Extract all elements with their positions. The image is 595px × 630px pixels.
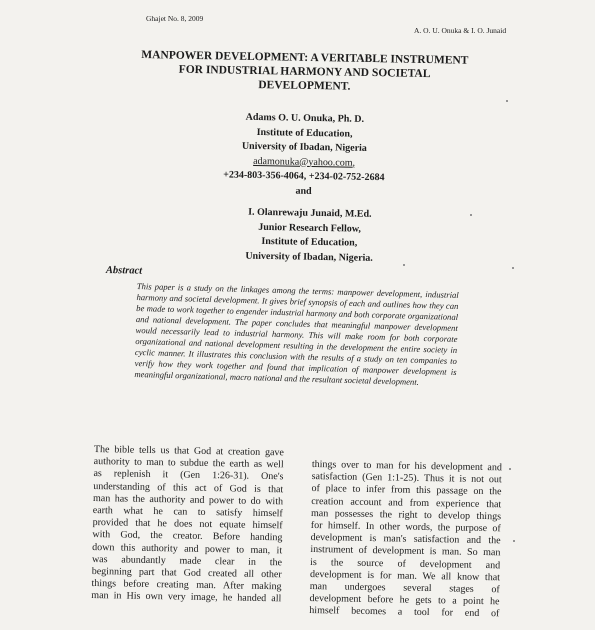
body-text-line: man has the authority and power to do with: [92, 492, 284, 508]
body-text-line: down this authority and power to man, it: [92, 541, 283, 556]
body-text-line: provided that he does not equate himself: [92, 517, 283, 532]
scan-speck: [403, 264, 405, 266]
body-text-line: earth what he can to satisfy himself: [92, 505, 283, 520]
author-phones: +234-803-356-4064, +234-02-752-2684: [223, 169, 385, 184]
body-text-line: with God, the creator. Before handing: [92, 529, 283, 544]
body-text-line: understanding of this act of God is that: [93, 480, 284, 495]
body-text-line: development before he gets to a point he: [309, 593, 500, 608]
body-text-line: The bible tells us that God at creation gave: [93, 444, 284, 459]
body-text-line: man in His own very image, he handed all: [91, 590, 282, 605]
body-text-line: authority to man to subdue the earth as well: [93, 456, 284, 471]
body-text-line: satisfaction (Gen 1:1-25). Thus it is not out: [311, 471, 502, 486]
body-text-line: is the source of development and: [310, 556, 501, 571]
author-institute: Institute of Education,: [261, 235, 358, 249]
body-text-line: as replenish it (Gen 1:26-31). One's: [93, 468, 284, 483]
author-university: University of Ibadan, Nigeria.: [245, 250, 373, 264]
running-header-authors: A. O. U. Onuka & I. O. Junaid: [414, 26, 507, 35]
author-conjunction: and: [295, 185, 312, 197]
author-block-1: [198, 110, 409, 201]
scan-speck: [506, 100, 508, 102]
body-text-line: man undergoes several stages of: [309, 581, 500, 596]
scan-speck: [509, 468, 511, 470]
body-text-line: things over to man for his development and: [311, 459, 502, 474]
body-column-right: [309, 459, 502, 621]
author-role: Junior Research Fellow,: [258, 221, 362, 235]
body-text-line: development is for man. We all know that: [309, 568, 501, 584]
body-text-line: man possesses the right to develop things: [310, 507, 502, 523]
body-text-line: for himself. In other words, the purpose of: [310, 520, 501, 535]
body-column-left: [91, 444, 284, 606]
scan-speck: [513, 540, 515, 542]
body-text-line: things before creating man. After making: [91, 578, 282, 593]
body-text-line: of place to infer from this passage on the: [311, 483, 502, 498]
author-block-2: [209, 205, 410, 266]
body-text-line: beginning part that God created all other: [91, 566, 282, 581]
paper-title: MANPOWER DEVELOPMENT: A VERITABLE INSTRUMENT FOR INDUSTRIAL HARMONY AND SOCIETAL DEVELOPMENT.: [141, 49, 469, 93]
abstract-text: This paper is a study on the linkages among the terms: manpower development, industrial harmony and societal development. It gives brief synopsis of each and outlines how they can be made to work together to engender industrial harmony and both corporate organizational and national development. The paper concludes that meaningful manpower development would necessarily lead to industrial harmony. This will make room for both corporate organizational and national development resulting in the development the entire society in cyclic manner. It illustrates this conclusion with the results of a study on ten companies to verify how they work together and found that implication of manpower development is meaningful organizational, macro national and the resultant societal development.: [134, 281, 459, 387]
scan-speck: [470, 214, 472, 216]
author-name: I. Olanrewaju Junaid, M.Ed.: [248, 206, 372, 220]
body-text-line: himself becomes a tool for end of: [309, 605, 500, 620]
scan-speck: [512, 267, 514, 269]
author-institute: Institute of Education,: [256, 126, 353, 140]
body-text-line: instrument of development is man. So man: [310, 544, 501, 559]
author-email-link[interactable]: adamonuka@yahoo.com,: [253, 155, 356, 169]
author-university: University of Ibadan, Nigeria: [241, 140, 367, 154]
body-text-line: creation account and from experience that: [311, 495, 502, 510]
body-text-line: was abundantly made clear in the: [91, 553, 283, 569]
body-text-line: development is man's satisfaction and the: [310, 532, 501, 547]
running-header-journal: Ghajet No. 8, 2009: [146, 14, 204, 23]
abstract-heading: Abstract: [105, 265, 143, 277]
author-name: Adams O. U. Onuka, Ph. D.: [245, 111, 365, 125]
